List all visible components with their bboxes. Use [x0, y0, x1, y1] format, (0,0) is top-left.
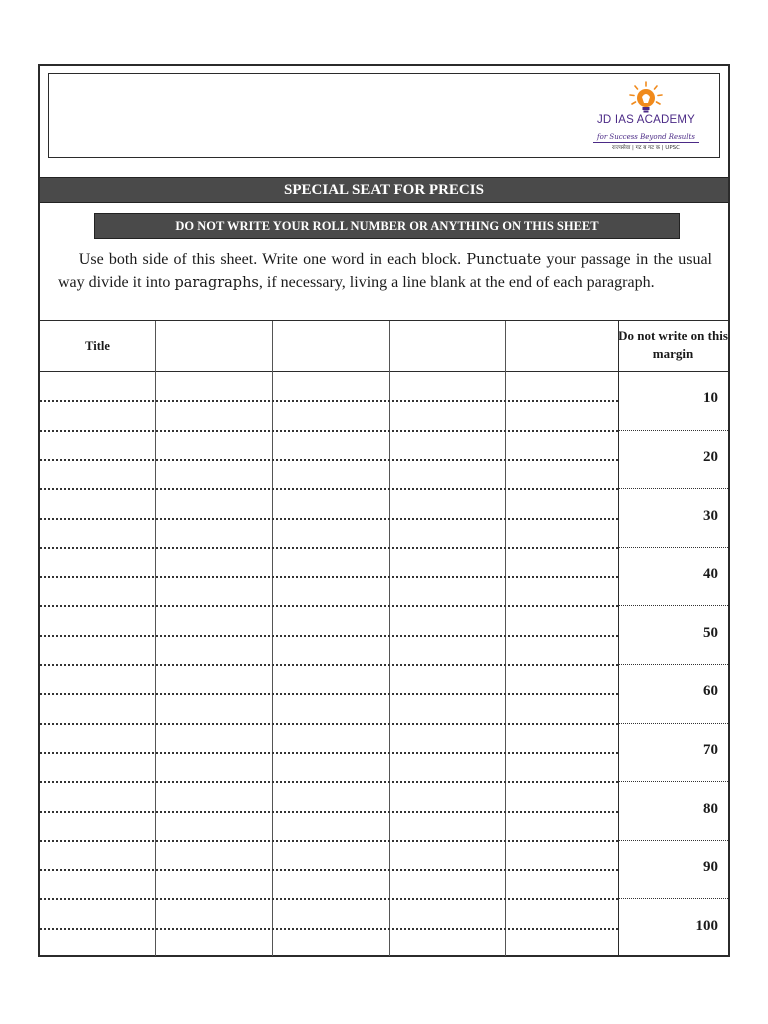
dotted-writing-line [40, 605, 618, 607]
margin-divider-line [618, 781, 728, 782]
margin-divider-line [618, 488, 728, 489]
logo-tagline: for Success Beyond Results [593, 133, 699, 143]
warning-banner: DO NOT WRITE YOUR ROLL NUMBER OR ANYTHING ON THIS SHEET [94, 213, 680, 239]
dotted-writing-line [40, 576, 618, 578]
instructions-bold-punctuate: Punctuate [466, 252, 542, 268]
column-divider [389, 321, 390, 956]
dotted-writing-line [40, 488, 618, 490]
margin-divider-line [618, 723, 728, 724]
logo-name: JD IAS ACADEMY [596, 114, 696, 126]
word-count-marker: 90 [703, 859, 718, 876]
bulb-icon [624, 80, 668, 114]
dotted-writing-line [40, 547, 618, 549]
dotted-writing-line [40, 664, 618, 666]
dotted-writing-line [40, 430, 618, 432]
word-count-marker: 50 [703, 624, 718, 641]
dotted-writing-line [40, 635, 618, 637]
margin-label: Do not write on this margin [618, 328, 728, 361]
margin-divider-line [618, 547, 728, 548]
column-divider [505, 321, 506, 956]
dotted-writing-line [40, 840, 618, 842]
dotted-writing-line [40, 400, 618, 402]
instructions-part-2: your passage in the usual way divide it into [58, 251, 712, 291]
word-count-marker: 70 [703, 741, 718, 758]
margin-divider-line [618, 430, 728, 431]
logo-subtext: राज्यसेवा | गट ब गट क | UPSC [612, 145, 680, 151]
dotted-writing-line [40, 811, 618, 813]
dotted-writing-line [40, 518, 618, 520]
instructions-part-1: Use both side of this sheet. Write one word in each block. [78, 251, 467, 268]
column-divider [155, 321, 156, 956]
writing-grid [40, 320, 728, 956]
dotted-writing-line [40, 869, 618, 871]
margin-divider-line [618, 898, 728, 899]
instructions-bold-paragraphs: paragraphs [174, 274, 259, 291]
header-row-divider [40, 371, 728, 372]
dotted-writing-line [40, 898, 618, 900]
dotted-writing-line [40, 459, 618, 461]
instructions-part-3: , if necessary, living a line blank at the end of each paragraph. [258, 273, 655, 291]
column-divider [272, 321, 273, 956]
dotted-writing-line [40, 752, 618, 754]
dotted-writing-line [40, 781, 618, 783]
dotted-writing-line [40, 928, 618, 930]
margin-divider-line [618, 605, 728, 606]
margin-divider-line [618, 840, 728, 841]
header-box [48, 73, 720, 158]
dotted-writing-line [40, 723, 618, 725]
word-count-marker: 30 [703, 507, 718, 524]
margin-divider [618, 321, 619, 956]
margin-divider-line [618, 664, 728, 665]
dotted-writing-line [40, 693, 618, 695]
word-count-marker: 100 [695, 917, 718, 934]
academy-logo [581, 80, 711, 154]
word-count-marker: 20 [703, 448, 718, 465]
word-count-marker: 10 [703, 390, 718, 407]
word-count-marker: 60 [703, 683, 718, 700]
page-title: SPECIAL SEAT FOR PRECIS [40, 177, 728, 203]
word-count-marker: 40 [703, 566, 718, 583]
precis-sheet [38, 64, 730, 957]
word-count-marker: 80 [703, 800, 718, 817]
instructions-paragraph [58, 249, 712, 294]
title-label: Title [85, 339, 110, 353]
